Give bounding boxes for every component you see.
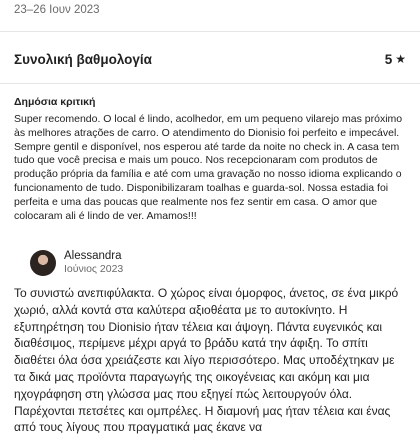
overall-rating-value bbox=[385, 52, 406, 67]
reviewer-name: Alessandra bbox=[64, 250, 122, 262]
public-review-title: Δημόσια κριτική bbox=[14, 96, 96, 108]
reviewer-header bbox=[30, 249, 123, 276]
reviewer-meta bbox=[64, 249, 123, 276]
divider bbox=[0, 31, 420, 32]
translated-review-text: Το συνιστώ ανεπιφύλακτα. Ο χώρος είναι όμορφος, άνετος, σε ένα μικρό χωριό, αλλά κοντά στα καλύτερα αξιοθέατα με το αυτοκίνητο. Η εξυπηρέτηση του Dionisio ήταν τέλεια και άψογη. Πάντα ευγενικός και διαθέσιμος, περίμενε μέχρι αργά το βράδυ κατά την άφιξη. Το σπίτι διαθέτει όλα όσα χρειάζεστε και λίγο περισσότερο. Μας υποδέχτηκαν με τα δικά μας προϊόντα παραγωγής της οικογένειας και ακόμη και μια ηχογράφηση στη γλώσσα μας που εξηγεί πώς λειτουργούν όλα. Παρέχονται πετσέτες και ομπρέλες. Η διαμονή μας ήταν τέλεια και ένας από τους λίγους που πραγματικά μας έκανε να bbox=[14, 286, 399, 435]
stay-date-range: 23–26 Ιουν 2023 bbox=[14, 4, 100, 16]
overall-rating-row bbox=[14, 50, 406, 68]
divider bbox=[0, 83, 420, 84]
star-icon: ★ bbox=[395, 52, 406, 66]
overall-rating-label: Συνολική βαθμολογία bbox=[14, 51, 152, 67]
overall-rating-number: 5 bbox=[384, 51, 393, 67]
avatar bbox=[30, 250, 56, 276]
public-review-text: Super recomendo. O local é lindo, acolhedor, em um pequeno vilarejo mas próximo às melhores atrações de carro. O atendimento do Dionisio foi perfeito e impecável. Sempre gentil e disponível, nos esperou até tarde da noite no check in. A casa tem tudo que você precisa e mais um pouco. Nos recepcionaram com produtos de produção própria da família e até com uma gravação no nosso idioma explicando o funcionamento de tudo. Disponibilizaram toalhas e guarda-sol. Nossa estadia foi perfeita e uma das poucas que realmente nos fez sentir em casa. O amor que colocaram ali é lindo de ver. Amamos!!! bbox=[14, 113, 403, 222]
reviewer-date: Ιούνιος 2023 bbox=[64, 263, 124, 275]
